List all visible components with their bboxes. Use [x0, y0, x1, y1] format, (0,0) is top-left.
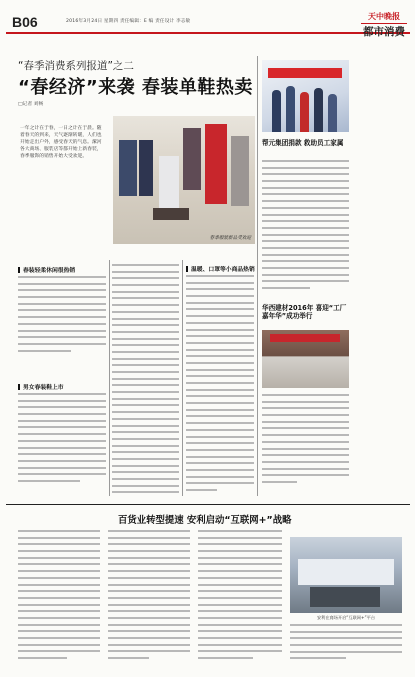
- main-headline: “春经济”来袭 春装单鞋热卖: [18, 77, 253, 98]
- intro-paragraph: 一年之计在于春，一日之计在于晨。随着春天的到来，天气逐渐转暖，人们也开始走出户外，感受春天的气息。漯河各大商场、服装店等都开始上新春装，春季服饰的销售开始大受欢迎。: [20, 126, 102, 160]
- page-number: B06: [12, 14, 38, 30]
- sidebar-story-title: 华西建材2016年 喜迎“工厂嘉年华”成功举行: [262, 304, 347, 320]
- subhead-casual-spring-wear: 春装轻柔休闲很热销: [18, 265, 75, 274]
- section-name: 都市消费: [363, 26, 405, 38]
- sidebar-story-text: [262, 160, 349, 300]
- section-divider: [6, 504, 410, 505]
- bottom-story-title: 百货业转型提速 安利启动“互联网+”战略: [118, 515, 292, 526]
- donation-photo: [262, 60, 349, 132]
- article-text: [18, 393, 106, 497]
- byline: □记者 刘畅: [18, 102, 44, 107]
- bottom-photo-caption: 安利在商场开启“互联网+”平台: [316, 615, 376, 620]
- series-kicker: “春季消费系列报道”之二: [18, 60, 134, 72]
- bottom-article-text: [290, 624, 402, 670]
- subhead-spring-shoes: 男女春装鞋上市: [18, 382, 64, 391]
- sidebar-story-text: [262, 394, 349, 498]
- masthead-logo: 天中晚报: [361, 11, 407, 24]
- store-photo: [113, 116, 255, 244]
- article-text: [18, 276, 106, 376]
- subhead-small-goods: 温暖、口罩等小商品热销: [186, 264, 255, 273]
- article-text: [186, 275, 254, 497]
- bottom-article-text: [18, 530, 100, 670]
- column-rule: [182, 260, 183, 496]
- column-rule: [257, 56, 258, 496]
- column-rule: [109, 260, 110, 496]
- bottom-article-text: [198, 530, 282, 670]
- event-photo: [262, 330, 349, 388]
- sidebar-story-title: 帮元集团捐款 救助员工家属: [262, 139, 344, 147]
- issue-meta: 2016年3月24日 星期四 责任编辑：E 编 责任设计 李志敏: [66, 19, 191, 24]
- page-header: [6, 10, 410, 34]
- photo-caption: 春季服装新品受欢迎: [209, 236, 251, 241]
- article-text: [112, 264, 179, 499]
- masthead: [361, 11, 407, 38]
- amway-photo: [290, 537, 402, 613]
- bottom-article-text: [108, 530, 190, 670]
